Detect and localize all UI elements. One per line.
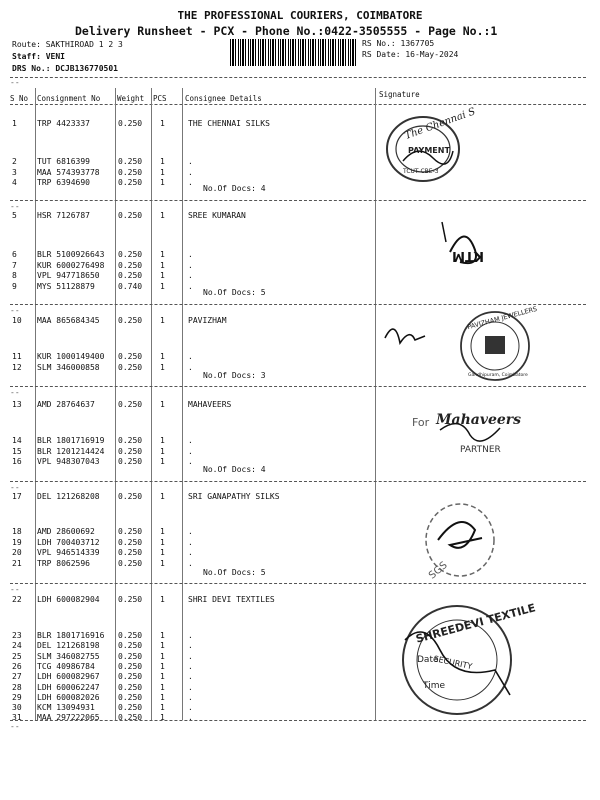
- row-consignment: TRP 8062596: [37, 558, 90, 568]
- row-consignment: LDH 600082026: [37, 692, 100, 702]
- chennai-stamp-mid: PAYMENT: [408, 146, 450, 155]
- row-consignee: .: [188, 281, 193, 291]
- docs-count: No.Of Docs: 4: [203, 184, 266, 193]
- row-pcs: 1: [160, 558, 165, 568]
- row-consignment: MAA 297222065: [37, 713, 100, 723]
- row-sno: 7: [12, 260, 17, 270]
- row-weight: 0.250: [118, 119, 143, 128]
- row-sno: 11: [12, 352, 22, 361]
- row-consignee: .: [188, 178, 193, 187]
- row-pcs: 1: [160, 157, 165, 166]
- row-sno: 28: [12, 682, 22, 692]
- row-consignee: .: [188, 713, 193, 723]
- row-consignment: BLR 1201214424: [37, 446, 105, 456]
- row-pcs: 1: [160, 271, 165, 280]
- row-consignee: .: [188, 682, 193, 692]
- row-weight: 0.250: [118, 400, 143, 409]
- row-consignee: .: [188, 631, 193, 640]
- docs-count: No.Of Docs: 3: [203, 371, 266, 380]
- row-sno: 24: [12, 641, 22, 651]
- row-pcs: 1: [160, 631, 165, 640]
- staff-label: Staff: VENI: [12, 52, 65, 61]
- chennai-silks-stamp: [383, 106, 477, 185]
- runsheet-title: Delivery Runsheet - PCX - Phone No.:0422-3505555 - Page No.:1: [75, 24, 498, 38]
- row-weight: 0.250: [118, 527, 143, 536]
- row-sno: 29: [12, 692, 22, 702]
- row-consignee: .: [188, 548, 193, 557]
- col-sno: S No: [10, 94, 29, 103]
- row-consignee: .: [188, 661, 193, 671]
- row-consignee: .: [188, 672, 193, 682]
- row-consignment: MAA 865684345: [37, 316, 100, 325]
- row-pcs: 1: [160, 527, 165, 536]
- shreedevi-time: Time: [423, 681, 446, 691]
- row-weight: 0.250: [118, 595, 143, 604]
- row-consignee: .: [188, 641, 193, 651]
- row-pcs: 1: [160, 250, 165, 259]
- row-pcs: 1: [160, 641, 165, 651]
- row-weight: 0.250: [118, 362, 143, 372]
- drs-number: DRS No.: DCJB136770501: [12, 64, 118, 73]
- row-pcs: 1: [160, 167, 165, 177]
- row-pcs: 1: [160, 537, 165, 547]
- row-consignee: .: [188, 260, 193, 270]
- row-consignee: .: [188, 157, 193, 166]
- col-weight: Weight: [117, 94, 145, 103]
- row-sno: 18: [12, 527, 22, 536]
- shreedevi-ring: SHREEDEVI TEXTILE: [414, 601, 537, 646]
- row-sno: 12: [12, 362, 22, 372]
- ganapathy-stamp: [420, 500, 500, 580]
- row-weight: 0.250: [118, 157, 143, 166]
- mahaveers-partner: PARTNER: [460, 445, 501, 455]
- row-sno: 19: [12, 537, 22, 547]
- row-pcs: 1: [160, 661, 165, 671]
- row-consignee: SHRI DEVI TEXTILES: [188, 595, 275, 604]
- row-pcs: 1: [160, 446, 165, 456]
- row-consignment: VPL 946514339: [37, 548, 100, 557]
- row-consignee: .: [188, 457, 193, 466]
- row-weight: 0.250: [118, 316, 143, 325]
- row-sno: 27: [12, 672, 22, 682]
- shreedevi-security: SECURITY: [432, 654, 473, 672]
- company-name: THE PROFESSIONAL COURIERS, COIMBATORE: [177, 9, 423, 22]
- mahaveers-stamp: [410, 400, 520, 460]
- rs-date: RS Date: 16-May-2024: [362, 50, 459, 59]
- row-consignee: PAVIZHAM: [188, 316, 227, 325]
- row-sno: 9: [12, 281, 17, 291]
- row-pcs: 1: [160, 672, 165, 682]
- row-consignment: SLM 346000858: [37, 362, 100, 372]
- row-consignee: .: [188, 446, 193, 456]
- row-consignee: SREE KUMARAN: [188, 211, 246, 220]
- row-weight: 0.250: [118, 631, 143, 640]
- row-consignee: .: [188, 167, 193, 177]
- row-pcs: 1: [160, 713, 165, 723]
- row-sno: 2: [12, 157, 17, 166]
- pavizham-stamp: [375, 304, 538, 384]
- row-pcs: 1: [160, 316, 165, 325]
- row-consignment: TCG 40986784: [37, 661, 95, 671]
- row-sno: 1: [12, 119, 17, 128]
- shreedevi-stamp: [395, 600, 537, 718]
- row-pcs: 1: [160, 211, 165, 220]
- row-weight: 0.250: [118, 703, 143, 713]
- row-consignee: .: [188, 271, 193, 280]
- row-consignee: .: [188, 703, 193, 713]
- row-weight: 0.250: [118, 167, 143, 177]
- row-consignee: .: [188, 352, 193, 361]
- row-weight: 0.250: [118, 457, 143, 466]
- row-sno: 22: [12, 595, 22, 604]
- row-consignment: AMD 28600692: [37, 527, 95, 536]
- row-weight: 0.250: [118, 661, 143, 671]
- row-consignment: HSR 7126787: [37, 211, 90, 220]
- row-consignment: LDH 600062247: [37, 682, 100, 692]
- row-pcs: 1: [160, 692, 165, 702]
- row-weight: 0.250: [118, 352, 143, 361]
- rs-number: RS No.: 1367705: [362, 39, 435, 48]
- row-consignment: VPL 948307043: [37, 457, 100, 466]
- row-weight: 0.250: [118, 682, 143, 692]
- sree-kumaran-signature: [420, 212, 500, 280]
- barcode: [230, 39, 356, 66]
- row-consignment: VPL 947718650: [37, 271, 100, 280]
- row-sno: 23: [12, 631, 22, 640]
- row-sno: 20: [12, 548, 22, 557]
- row-weight: 0.250: [118, 250, 143, 259]
- shreedevi-date: Date: [417, 655, 439, 665]
- row-consignment: MAA 574393778: [37, 167, 100, 177]
- col-consignee: Consignee Details: [185, 94, 262, 103]
- row-pcs: 1: [160, 548, 165, 557]
- row-weight: 0.250: [118, 211, 143, 220]
- row-consignee: .: [188, 537, 193, 547]
- pavizham-bottom: Gandhipuram, Coimbatore: [468, 373, 528, 378]
- row-weight: 0.250: [118, 558, 143, 568]
- route-label: Route: SAKTHIROAD 1 2 3: [12, 40, 123, 49]
- row-consignment: KCM 13094931: [37, 703, 95, 713]
- docs-count: No.Of Docs: 5: [203, 568, 266, 577]
- row-consignment: TRP 6394690: [37, 178, 90, 187]
- row-sno: 31: [12, 713, 22, 723]
- row-weight: 0.250: [118, 672, 143, 682]
- row-consignee: MAHAVEERS: [188, 400, 232, 409]
- col-signature: Signature: [379, 90, 420, 99]
- pavizham-ring: PAVIZHAM JEWELLERS: [466, 304, 538, 332]
- row-pcs: 1: [160, 651, 165, 661]
- col-consignment: Consignment No: [37, 94, 101, 103]
- row-weight: 0.740: [118, 281, 143, 291]
- row-consignee: .: [188, 651, 193, 661]
- row-sno: 21: [12, 558, 22, 568]
- row-consignee: .: [188, 692, 193, 702]
- row-consignment: TUT 6816399: [37, 157, 90, 166]
- row-pcs: 1: [160, 492, 165, 501]
- row-consignee: .: [188, 436, 193, 445]
- row-consignment: LDH 600082904: [37, 595, 100, 604]
- row-consignment: DEL 121268208: [37, 492, 100, 501]
- row-pcs: 1: [160, 260, 165, 270]
- row-consignee: .: [188, 558, 193, 568]
- row-weight: 0.250: [118, 651, 143, 661]
- row-sno: 16: [12, 457, 22, 466]
- row-sno: 14: [12, 436, 22, 445]
- ganapathy-text: SGS: [426, 559, 450, 582]
- chennai-stamp-bottom: TCUT CBE-3: [403, 168, 439, 175]
- mahaveers-for: For: [412, 416, 430, 429]
- row-weight: 0.250: [118, 537, 143, 547]
- row-pcs: 1: [160, 457, 165, 466]
- row-consignee: THE CHENNAI SILKS: [188, 119, 270, 128]
- row-pcs: 1: [160, 352, 165, 361]
- row-sno: 17: [12, 492, 22, 501]
- row-consignment: LDH 600082967: [37, 672, 100, 682]
- row-weight: 0.250: [118, 692, 143, 702]
- docs-count: No.Of Docs: 5: [203, 288, 266, 297]
- row-weight: 0.250: [118, 436, 143, 445]
- row-consignment: BLR 1801716919: [37, 436, 105, 445]
- row-sno: 8: [12, 271, 17, 280]
- row-pcs: 1: [160, 400, 165, 409]
- row-consignment: KUR 1000149400: [37, 352, 105, 361]
- row-pcs: 1: [160, 703, 165, 713]
- row-sno: 5: [12, 211, 17, 220]
- row-weight: 0.250: [118, 548, 143, 557]
- mahaveers-name: Mahaveers: [436, 412, 522, 428]
- row-sno: 15: [12, 446, 22, 456]
- row-consignment: AMD 28764637: [37, 400, 95, 409]
- row-consignment: BLR 1801716916: [37, 631, 105, 640]
- row-consignee: .: [188, 527, 193, 536]
- row-consignment: MYS 51128879: [37, 281, 95, 291]
- col-pcs: PCS: [153, 94, 167, 103]
- chennai-stamp-top: The Chennai S: [403, 106, 477, 142]
- row-consignment: TRP 4423337: [37, 119, 90, 128]
- row-pcs: 1: [160, 436, 165, 445]
- row-weight: 0.250: [118, 260, 143, 270]
- row-sno: 4: [12, 178, 17, 187]
- row-pcs: 1: [160, 362, 165, 372]
- ktm-text: KTM: [452, 248, 484, 263]
- row-weight: 0.250: [118, 271, 143, 280]
- row-sno: 10: [12, 316, 22, 325]
- row-sno: 13: [12, 400, 22, 409]
- row-weight: 0.250: [118, 713, 143, 723]
- row-pcs: 1: [160, 682, 165, 692]
- row-sno: 26: [12, 661, 22, 671]
- docs-count: No.Of Docs: 4: [203, 465, 266, 474]
- row-pcs: 1: [160, 595, 165, 604]
- row-consignment: BLR 5100926643: [37, 250, 105, 259]
- row-pcs: 1: [160, 281, 165, 291]
- row-pcs: 1: [160, 119, 165, 128]
- row-weight: 0.250: [118, 446, 143, 456]
- row-sno: 25: [12, 651, 22, 661]
- row-consignee: .: [188, 362, 193, 372]
- row-consignment: SLM 346082755: [37, 651, 100, 661]
- row-consignee: .: [188, 250, 193, 259]
- row-sno: 30: [12, 703, 22, 713]
- row-consignee: SRI GANAPATHY SILKS: [188, 492, 280, 501]
- row-sno: 6: [12, 250, 17, 259]
- row-weight: 0.250: [118, 178, 143, 187]
- row-consignment: KUR 6000276498: [37, 260, 105, 270]
- row-pcs: 1: [160, 178, 165, 187]
- row-consignment: DEL 121268198: [37, 641, 100, 651]
- row-weight: 0.250: [118, 641, 143, 651]
- row-sno: 3: [12, 167, 17, 177]
- row-consignment: LDH 700403712: [37, 537, 100, 547]
- row-weight: 0.250: [118, 492, 143, 501]
